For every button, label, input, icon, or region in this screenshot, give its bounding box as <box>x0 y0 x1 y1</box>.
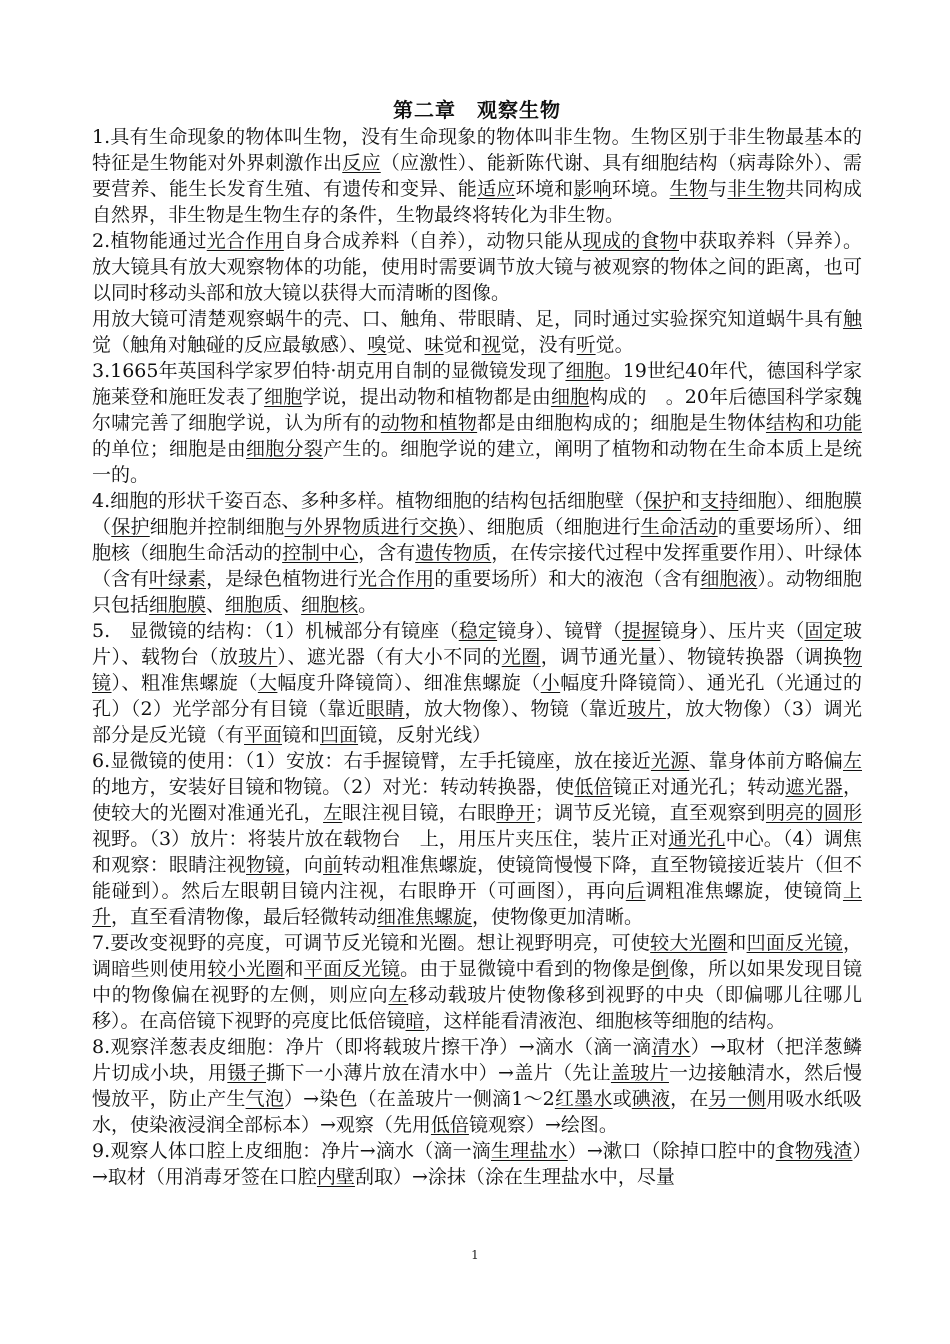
underlined-answer: 睁开 <box>496 802 535 824</box>
underlined-answer: 低倍 <box>430 1114 469 1136</box>
underlined-answer: 保护 <box>643 490 682 512</box>
underlined-answer: 遗传物质 <box>415 542 492 564</box>
underlined-answer: 细胞 <box>550 386 590 408</box>
text-segment: 的地方，安装好目镜和物镜。（2）对光：转动转换器，使 <box>92 776 575 798</box>
paragraph-3 <box>92 306 862 358</box>
underlined-answer: 光源 <box>650 750 690 772</box>
text-segment: 共同构成自然界，非生物是生物生存的条件，生物最终将转化为非生物。 <box>92 178 862 226</box>
underlined-answer: 细准焦螺旋 <box>377 906 473 928</box>
text-segment: 调粗准焦螺旋，使镜筒 <box>645 880 843 902</box>
text-segment: 4.细胞的形状千姿百态、多种多样。植物细胞的结构包括细胞壁（ <box>92 490 644 512</box>
underlined-answer: 平面反光镜 <box>303 958 401 980</box>
text-segment: ）→取材（把洋葱鳞片切成小块，用 <box>92 1036 862 1084</box>
text-segment: 幅度升降镜筒）、通光孔（光通过的孔）（2）光学部分有目镜（靠近 <box>92 672 862 720</box>
underlined-answer: 玻片 <box>627 698 666 720</box>
text-segment: 觉（触角对触碰的反应最敏感）、 <box>92 334 368 356</box>
paragraph-4 <box>92 358 862 488</box>
underlined-answer: 前 <box>323 854 343 876</box>
text-segment: ）→染色（在盖玻片一侧滴1～2 <box>283 1088 555 1110</box>
text-segment: ）→漱口（除掉口腔中的 <box>567 1140 776 1162</box>
underlined-answer: 细胞 <box>565 360 604 382</box>
chapter-title: 第二章 观察生物 <box>393 98 561 122</box>
text-segment: ；调节反光镜，直至观察到 <box>534 802 766 824</box>
underlined-answer: 盖玻片 <box>610 1062 669 1084</box>
text-segment: 学说，提出动物和植物都是由 <box>302 386 551 408</box>
text-segment: 中获取养料（异养）。放大镜具有放大观察物体的功能，使用时需要调节放大镜与被观察的物体之间的距离，也可以同时移动头部和放大镜以获得大而清晰的图像。 <box>92 230 862 304</box>
underlined-answer: 细胞质 <box>225 594 283 616</box>
underlined-answer: 支持 <box>700 490 739 512</box>
underlined-answer: 上升 <box>92 880 862 928</box>
underlined-answer: 倒 <box>650 958 670 980</box>
text-segment: 都是由细胞构成的；细胞是生物体 <box>477 412 766 434</box>
underlined-answer: 暗 <box>405 1010 425 1032</box>
text-segment: 中心。（4）调焦和观察：眼睛注视 <box>92 828 862 876</box>
underlined-answer: 细胞核 <box>301 594 359 616</box>
text-segment: ，直至看清物像，最后轻微转动 <box>111 906 378 928</box>
underlined-answer: 与外界物质进行交换 <box>284 516 458 538</box>
text-segment: 细胞）、细胞膜（ <box>92 490 862 538</box>
text-segment: ）、细胞质（细胞进行 <box>457 516 641 538</box>
text-segment: 。 <box>358 594 378 616</box>
text-segment: 镜，反射光线） <box>358 724 492 746</box>
text-segment: 自身合成养料（自养），动物只能从 <box>283 230 583 252</box>
text-segment: 、靠身体前方略偏 <box>689 750 843 772</box>
underlined-answer: 听 <box>576 334 596 356</box>
text-segment: ）→取材（用消毒牙签在口腔 <box>92 1140 862 1188</box>
text-segment: ，调节通光量）、物镜转换器（调换 <box>540 646 843 668</box>
underlined-answer: 小 <box>540 672 561 694</box>
text-segment: 眼注视目镜，右眼 <box>342 802 497 824</box>
text-segment: 、 <box>282 594 302 616</box>
text-segment: 与 <box>708 178 728 200</box>
text-segment: 构成的 。20年后德国科学家魏尔啸完善了细胞学说，认为所有的 <box>92 386 862 434</box>
underlined-answer: 现成的食物 <box>582 230 680 252</box>
text-segment: 觉。 <box>595 334 634 356</box>
underlined-answer: 玻片 <box>238 646 278 668</box>
text-segment: 玻片）、载物台（放 <box>92 620 862 668</box>
underlined-answer: 清水 <box>651 1036 691 1058</box>
underlined-answer: 左 <box>388 984 409 1006</box>
text-segment: 2.植物能通过 <box>92 230 207 252</box>
text-segment: ，调暗些则使用 <box>92 932 862 980</box>
text-segment: 的单位；细胞是由 <box>92 438 247 460</box>
text-segment: 撕下一小薄片放在清水中）→盖片（先让 <box>266 1062 611 1084</box>
paragraph-7 <box>92 748 862 930</box>
underlined-answer: 食物残渣 <box>775 1140 853 1162</box>
underlined-answer: 细胞液 <box>700 568 758 590</box>
underlined-answer: 遮光器 <box>785 776 843 798</box>
text-segment: 或 <box>612 1088 632 1110</box>
text-segment: ，在传宗接代过程中发挥重要作用）、叶绿体（含有 <box>92 542 862 590</box>
paragraph-6 <box>92 618 862 748</box>
text-segment: 镜和 <box>282 724 321 746</box>
text-segment: 转动粗准焦螺旋，使镜筒慢慢下降，直至物镜接近装片（但不能碰到）。然后左眼朝目镜内注视，右眼睁开（可画图），再向 <box>92 854 862 902</box>
text-segment: 和 <box>681 490 701 512</box>
text-segment: 用放大镜可清楚观察蜗牛的壳、口、触角、带眼睛、足，同时通过实验探究知道蜗牛具有 <box>92 308 843 330</box>
text-segment: 9.观察人体口腔上皮细胞：净片→滴水（滴一滴 <box>92 1140 491 1162</box>
underlined-answer: 光合作用 <box>206 230 284 252</box>
document-page <box>92 96 862 1190</box>
text-segment: 环境。 <box>611 178 670 200</box>
underlined-answer: 较大光圈 <box>650 932 728 954</box>
text-segment: 和 <box>727 932 747 954</box>
text-segment: 。19世纪40年代，德国科学家施莱登和施旺发表了 <box>92 360 862 408</box>
underlined-answer: 大 <box>257 672 278 694</box>
underlined-answer: 叶绿素 <box>149 568 207 590</box>
underlined-answer: 左 <box>842 750 862 772</box>
underlined-answer: 凹面 <box>320 724 359 746</box>
text-segment: 觉，没有 <box>500 334 577 356</box>
underlined-answer: 触 <box>842 308 862 330</box>
text-segment: ，放大物像）、物镜（靠近 <box>404 698 628 720</box>
text-segment: 8.观察洋葱表皮细胞：净片（即将载玻片擦干净）→滴水（滴一滴 <box>92 1036 652 1058</box>
text-segment: ，放大物像）（3）调光部分是反光镜（有 <box>92 698 862 746</box>
underlined-answer: 嗅 <box>367 334 387 356</box>
text-segment: 像，所以如果发现目镜中的物像偏在视野的左侧，则应向 <box>92 958 862 1006</box>
underlined-answer: 内壁 <box>316 1166 355 1188</box>
paragraph-8 <box>92 930 862 1034</box>
underlined-answer: 凹面反光镜 <box>746 932 843 954</box>
text-segment: ，是绿色植物进行 <box>206 568 359 590</box>
underlined-answer: 左 <box>323 802 343 824</box>
underlined-answer: 较小光圈 <box>207 958 285 980</box>
underlined-answer: 保护 <box>111 516 150 538</box>
underlined-answer: 生物 <box>669 178 709 200</box>
paragraph-2 <box>92 228 862 306</box>
underlined-answer: 细胞膜 <box>149 594 207 616</box>
underlined-answer: 细胞分裂 <box>246 438 324 460</box>
paragraph-1 <box>92 124 862 228</box>
document-body <box>92 124 862 1190</box>
text-segment: 、 <box>206 594 226 616</box>
underlined-answer: 光圈 <box>501 646 541 668</box>
text-segment: 移动载玻片使物像移到视野的中央（即偏哪儿往哪儿移）。在高倍镜下视野的亮度比低倍镜 <box>92 984 862 1032</box>
underlined-answer: 提握 <box>622 620 661 642</box>
text-segment: ，使较大的光圈对准通光孔， <box>92 776 862 824</box>
text-segment: ，含有 <box>358 542 416 564</box>
text-segment: 7.要改变视野的亮度，可调节反光镜和光圈。想让视野明亮，可使 <box>92 932 651 954</box>
underlined-answer: 视 <box>481 334 501 356</box>
underlined-answer: 眼睛 <box>365 698 405 720</box>
text-segment: 5. 显微镜的结构：（1）机械部分有镜座（ <box>92 620 459 642</box>
text-segment: 6.显微镜的使用：（1）安放：右手握镜臂，左手托镜座，放在接近 <box>92 750 651 772</box>
text-segment: 一边接触清水，然后慢慢放平，防止产生 <box>92 1062 862 1110</box>
underlined-answer: 动物和植物 <box>380 412 478 434</box>
underlined-answer: 味 <box>424 334 444 356</box>
underlined-answer: 后 <box>625 880 646 902</box>
text-segment: 用吸水纸吸水，使染液浸润全部标本）→观察（先用 <box>92 1088 862 1136</box>
underlined-answer: 光合作用 <box>358 568 435 590</box>
text-segment: 3.1665年英国科学家罗伯特·胡克用自制的显微镜发现了 <box>92 360 566 382</box>
text-segment: 产生的。细胞学说的建立，阐明了植物和动物在生命本质上是统一的。 <box>92 438 862 486</box>
paragraph-10 <box>92 1138 862 1190</box>
text-segment: 觉、 <box>386 334 425 356</box>
text-segment: ，使物像更加清晰。 <box>472 906 644 928</box>
paragraph-5 <box>92 488 862 618</box>
underlined-answer: 生命活动 <box>640 516 718 538</box>
text-segment: 幅度升降镜筒）、细准焦螺旋（ <box>277 672 541 694</box>
underlined-answer: 控制中心 <box>282 542 359 564</box>
underlined-answer: 影响 <box>573 178 612 200</box>
text-segment: 镜身）、镜臂（ <box>497 620 623 642</box>
underlined-answer: 物镜 <box>92 646 862 694</box>
underlined-answer: 细胞 <box>264 386 303 408</box>
underlined-answer: 固定 <box>804 620 843 642</box>
text-segment: 镜身）、压片夹（ <box>660 620 805 642</box>
underlined-answer: 物镜 <box>246 854 285 876</box>
underlined-answer: 反应 <box>342 152 381 174</box>
text-segment: ，这样能看清液泡、细胞核等细胞的结构。 <box>424 1010 786 1032</box>
text-segment: 和 <box>284 958 304 980</box>
text-segment: 刮取）→涂抹（涂在生理盐水中，尽量 <box>354 1166 675 1188</box>
underlined-answer: 结构和功能 <box>765 412 862 434</box>
text-segment: 细胞并控制细胞 <box>149 516 285 538</box>
text-segment: 觉和 <box>443 334 482 356</box>
underlined-answer: 另一侧 <box>708 1088 767 1110</box>
underlined-answer: 镊子 <box>227 1062 267 1084</box>
text-segment: 镜正对通光孔；转动 <box>612 776 786 798</box>
text-segment: 的重要场所）、细胞核（细胞生命活动的 <box>92 516 862 564</box>
text-segment: ）、粗准焦螺旋（ <box>111 672 258 694</box>
underlined-answer: 气泡 <box>245 1088 284 1110</box>
underlined-answer: 平面 <box>244 724 283 746</box>
text-segment: 的重要场所）和大的液泡（含有 <box>434 568 701 590</box>
underlined-answer: 生理盐水 <box>490 1140 568 1162</box>
text-segment: 。由于显微镜中看到的物像是 <box>400 958 651 980</box>
underlined-answer: 红墨水 <box>554 1088 613 1110</box>
underlined-answer: 稳定 <box>458 620 498 642</box>
page-number: 1 <box>471 1248 479 1262</box>
text-segment: 镜观察）→绘图。 <box>468 1114 618 1136</box>
text-segment: 视野。（3）放片：将装片放在载物台 上，用压片夹压住，装片正对 <box>92 828 669 850</box>
underlined-answer: 非生物 <box>727 178 786 200</box>
text-segment: ，向 <box>284 854 324 876</box>
underlined-answer: 通光孔 <box>668 828 726 850</box>
underlined-answer: 低倍 <box>574 776 613 798</box>
underlined-answer: 碘液 <box>631 1088 671 1110</box>
text-segment: ）、遮光器（有大小不同的 <box>277 646 502 668</box>
text-segment: （应激性）、能新陈代谢、具有细胞结构（病毒除外）、需要营养、能生长发育生殖、有遗传和变异、能 <box>92 152 862 200</box>
paragraph-9 <box>92 1034 862 1138</box>
text-segment: 环境和 <box>515 178 574 200</box>
underlined-answer: 适应 <box>477 178 516 200</box>
text-segment: 1.具有生命现象的物体叫生物，没有生命现象的物体叫非生物。生物区别于非生物最基本的特征是生物能对外界刺激作出 <box>92 126 862 174</box>
underlined-answer: 明亮的圆形 <box>765 802 862 824</box>
text-segment: ，在 <box>670 1088 709 1110</box>
text-segment: ）。动物细胞只包括 <box>92 568 862 616</box>
